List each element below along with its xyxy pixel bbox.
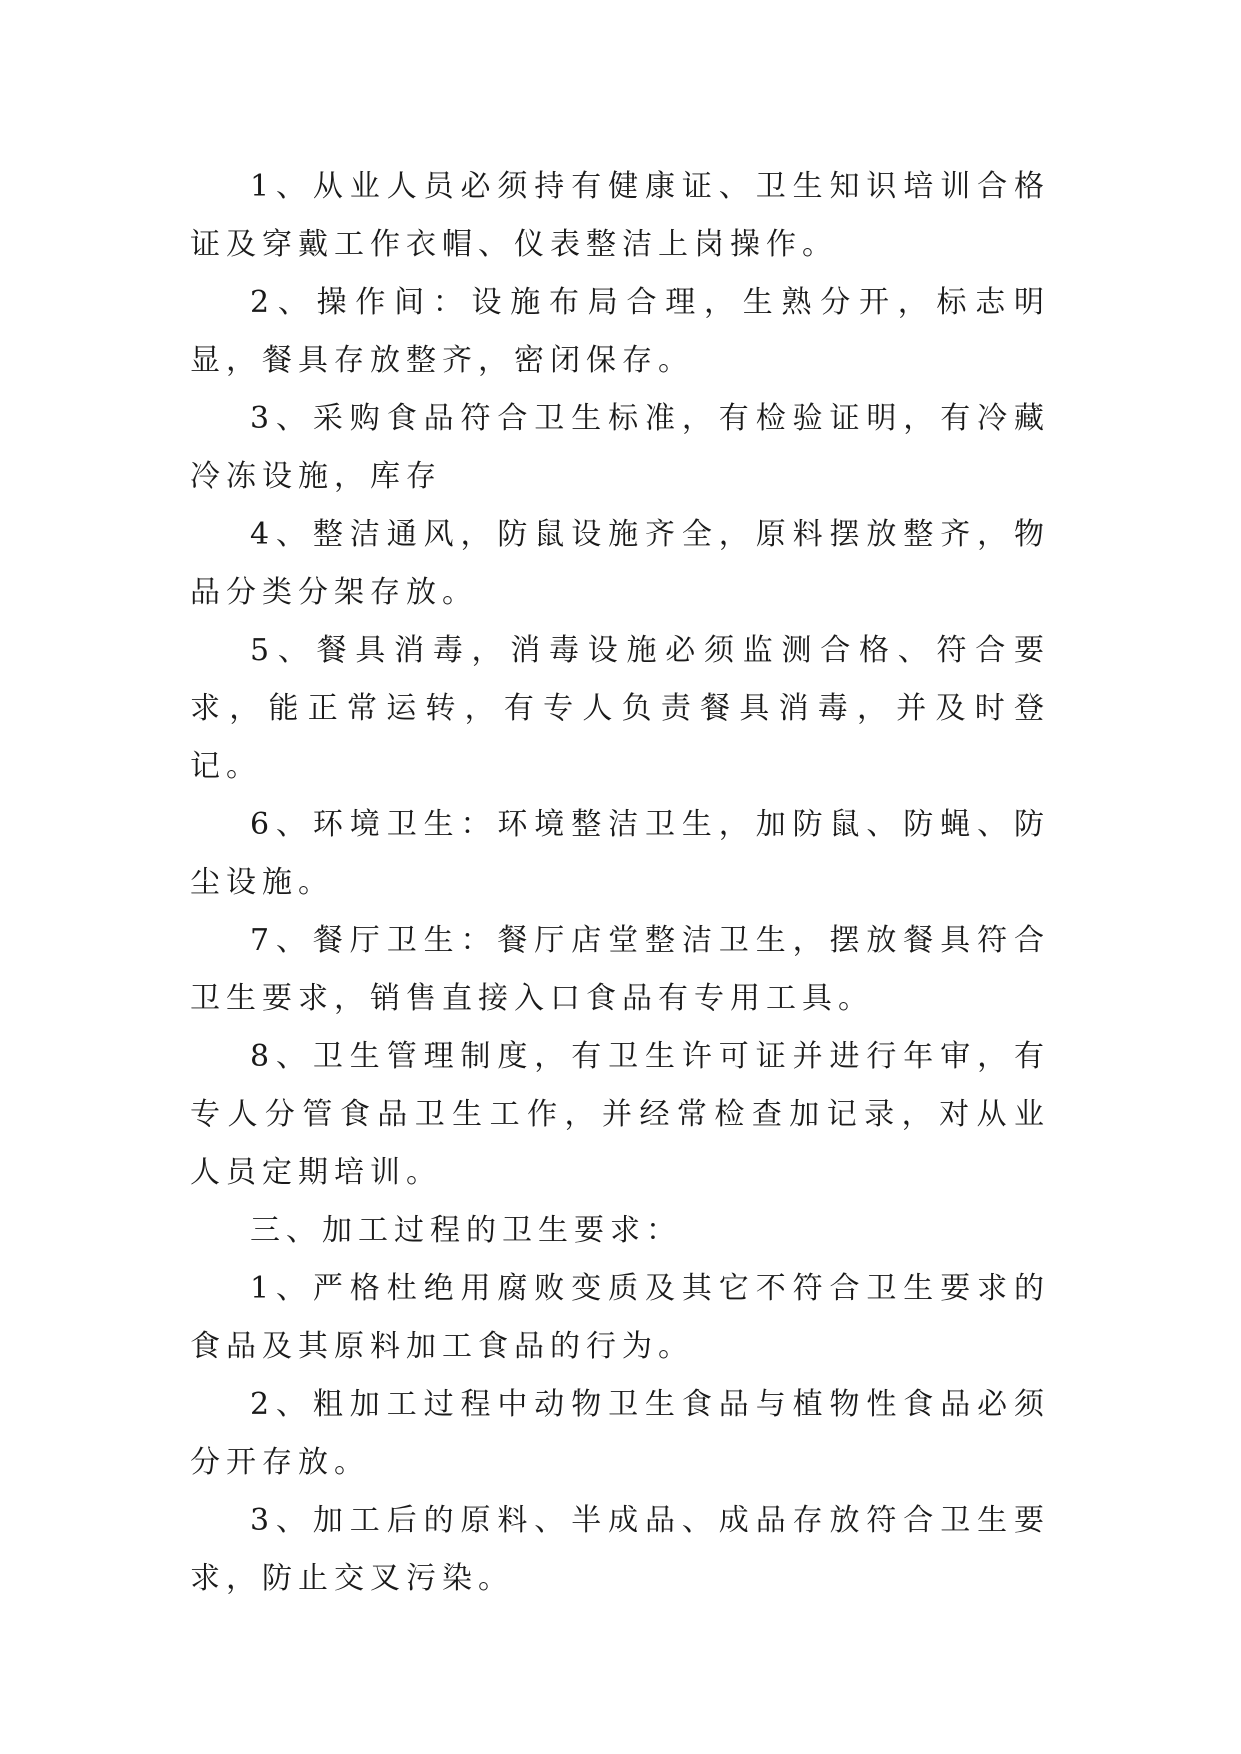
paragraph-operation-room: 2、操作间：设施布局合理，生熟分开，标志明显，餐具存放整齐，密闭保存。	[190, 285, 1050, 378]
paragraph-hygiene-management: 8、卫生管理制度，有卫生许可证并进行年审，有专人分管食品卫生工作，并经常检查加记录，对从业人员定期培训。	[190, 1039, 1050, 1190]
paragraph-no-spoiled-food: 1、严格杜绝用腐败变质及其它不符合卫生要求的食品及其原料加工食品的行为。	[190, 1271, 1050, 1364]
paragraph-dining-hall-hygiene: 7、餐厅卫生：餐厅店堂整洁卫生，摆放餐具符合卫生要求，销售直接入口食品有专用工具。	[190, 923, 1050, 1016]
paragraph-food-purchasing: 3、采购食品符合卫生标准，有检验证明，有冷藏冷冻设施，库存	[190, 401, 1050, 494]
paragraph-tableware-disinfection: 5、餐具消毒，消毒设施必须监测合格、符合要求，能正常运转，有专人负责餐具消毒，并及时登记。	[190, 633, 1050, 784]
document-body	[190, 158, 1050, 1608]
paragraph-separate-storage: 2、粗加工过程中动物卫生食品与植物性食品必须分开存放。	[190, 1387, 1050, 1480]
paragraph-storage-ventilation: 4、整洁通风，防鼠设施齐全，原料摆放整齐，物品分类分架存放。	[190, 517, 1050, 610]
paragraph-environment-hygiene: 6、环境卫生：环境整洁卫生，加防鼠、防蝇、防尘设施。	[190, 807, 1050, 900]
paragraph-cross-contamination: 3、加工后的原料、半成品、成品存放符合卫生要求，防止交叉污染。	[190, 1503, 1050, 1596]
paragraph-staff-health: 1、从业人员必须持有健康证、卫生知识培训合格证及穿戴工作衣帽、仪表整洁上岗操作。	[190, 169, 1050, 262]
section-heading-processing-requirements: 三、加工过程的卫生要求：	[250, 1213, 682, 1248]
